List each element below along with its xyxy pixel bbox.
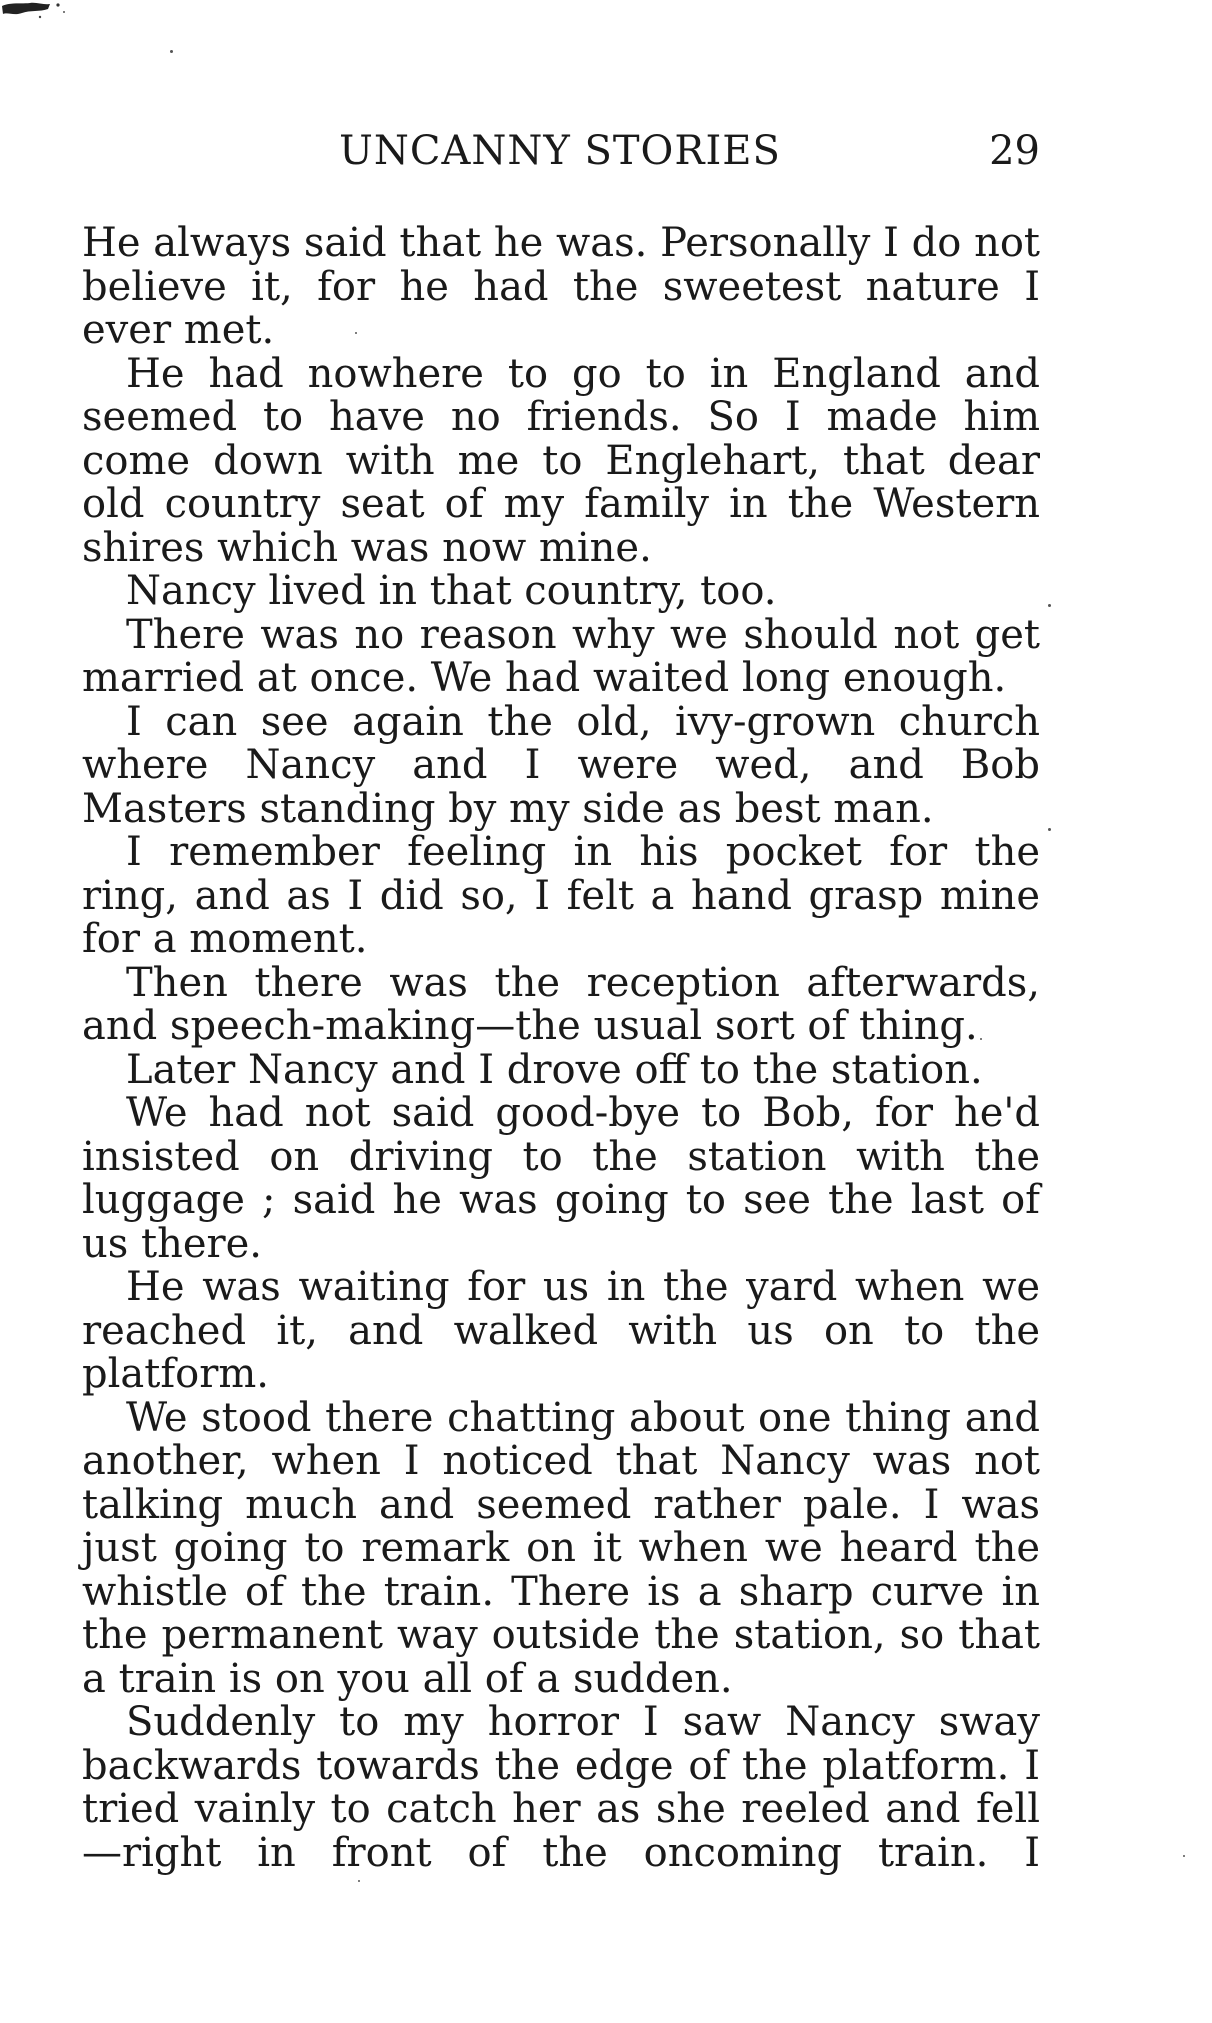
running-head: UNCANNY STORIES	[339, 128, 781, 174]
paragraph: He had nowhere to go to in England and seemed to have no friends. So I made him come down with me to Englehart, that dear old country seat of my family in the Western shires which was now mine.	[82, 350, 1040, 571]
page-speck	[1048, 828, 1051, 831]
page-number: 29	[989, 128, 1040, 174]
paragraph: Then there was the reception afterwards, and speech-making—the usual sort of thing.	[82, 959, 1040, 1049]
paragraph: Suddenly to my horror I saw Nancy sway backwards towards the edge of the platform. I tried vainly to catch her as she reeled and fell—right in front of the oncoming train. I	[82, 1699, 1040, 1876]
paragraph: Nancy lived in that country, too.	[126, 568, 777, 614]
paragraph: We had not said good-bye to Bob, for he'd insisted on driving to the station with the luggage ; said he was going to see the last of us there.	[82, 1090, 1040, 1267]
ink-blot-mark	[0, 0, 70, 30]
body-text	[82, 222, 1040, 1875]
paragraph: I can see again the old, ivy-grown church where Nancy and I were wed, and Bob Masters standing by my side as best man.	[82, 698, 1040, 832]
page-speck	[1183, 1855, 1185, 1857]
paragraph: He always said that he was. Personally I do not believe it, for he had the sweetest nature I ever met.	[82, 220, 1040, 353]
paragraph: We stood there chatting about one thing and another, when I noticed that Nancy was not talking much and seemed rather pale. I was just going to remark on it when we heard the whistle of the train. There is a sharp curve in the permanent way outside the station, so that a train is on you all of a sudden.	[82, 1394, 1040, 1702]
paragraph: I remember feeling in his pocket for the ring, and as I did so, I felt a hand grasp mine for a moment.	[82, 829, 1040, 962]
page-header	[80, 128, 1040, 178]
paragraph: There was no reason why we should not get married at once. We had waited long enough.	[82, 611, 1040, 701]
paragraph: Later Nancy and I drove off to the station.	[126, 1046, 983, 1093]
paragraph: He was waiting for us in the yard when we reached it, and walked with us on to the platform.	[82, 1264, 1040, 1397]
page-speck	[170, 50, 173, 53]
page-speck	[358, 1880, 360, 1882]
page-speck	[1048, 604, 1051, 607]
